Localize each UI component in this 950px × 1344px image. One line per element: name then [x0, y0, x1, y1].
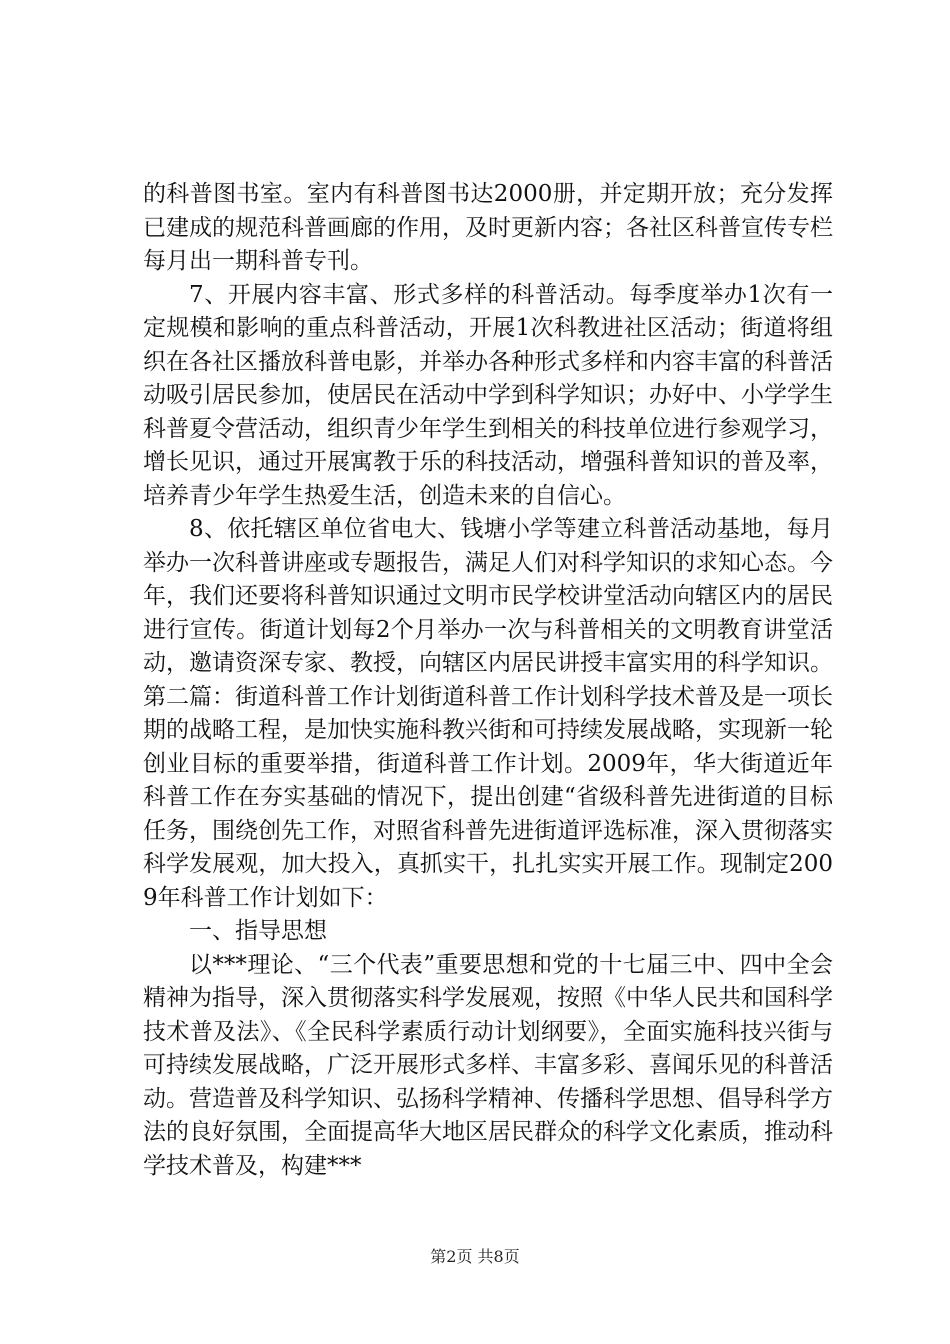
- paragraph-continuation: 的科普图书室。室内有科普图书达2000册，并定期开放；充分发挥已建成的规范科普画廊的作用，及时更新内容；各社区科普宣传专栏每月出一期科普专刊。: [143, 181, 833, 274]
- paragraph-guiding-ideology: 以***理论、“三个代表”重要思想和党的十七届三中、四中全会精神为指导，深入贯彻落实科学发展观，按照《中华人民共和国科学技术普及法》、《全民科学素质行动计划纲要》，全面实施科技兴街与可持续发展战略，广泛开展形式多样、丰富多彩、喜闻乐见的科普活动。营造普及科学知识、弘扬科学精神、传播科学思想、倡导科学方法的良好氛围，全面提高华大地区居民群众的科学文化素质，推动科学技术普及，构建***: [143, 951, 833, 1179]
- paragraph-item-8: 8、依托辖区单位省电大、钱塘小学等建立科普活动基地，每月举办一次科普讲座或专题报告，满足人们对科学知识的求知心态。今年，我们还要将科普知识通过文明市民学校讲堂活动向辖区内的居民进行宣传。街道计划每2个月举办一次与科普相关的文明教育讲堂活动，邀请资深专家、教授，向辖区内居民讲授丰富实用的科学知识。第二篇：街道科普工作计划街道科普工作计划科学技术普及是一项长期的战略工程，是加快实施科教兴街和可持续发展战略，实现新一轮创业目标的重要举措，街道科普工作计划。2009年，华大街道近年科普工作在夯实基础的情况下，提出创建“省级科普先进街道的目标任务，围绕创先工作，对照省科普先进街道评选标准，深入贯彻落实科学发展观，加大投入，真抓实干，扎扎实实开展工作。现制定2009年科普工作计划如下：: [143, 516, 833, 911]
- document-body: [143, 178, 833, 1183]
- page-number-footer: 第2页 共8页: [430, 1247, 520, 1266]
- section-heading-guiding-ideology: 一、指导思想: [189, 918, 327, 944]
- paragraph-item-7: 7、开展内容丰富、形式多样的科普活动。每季度举办1次有一定规模和影响的重点科普活动，开展1次科教进社区活动；街道将组织在各社区播放科普电影，并举办各种形式多样和内容丰富的科普活动吸引居民参加，使居民在活动中学到科学知识；办好中、小学学生科普夏令营活动，组织青少年学生到相关的科技单位进行参观学习，增长见识，通过开展寓教于乐的科技活动，增强科普知识的普及率，培养青少年学生热爱生活，创造未来的自信心。: [143, 281, 833, 509]
